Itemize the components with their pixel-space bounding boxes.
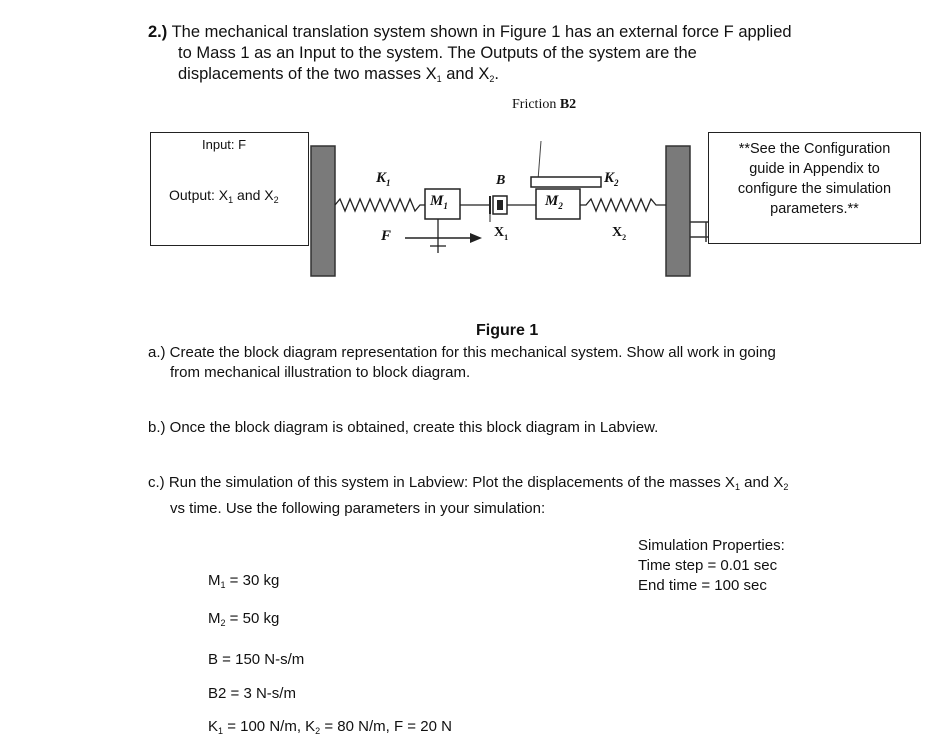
sim-title: Simulation Properties:	[638, 537, 785, 554]
problem-text-1: The mechanical translation system shown in Figure 1 has an external force F applied	[171, 23, 792, 41]
m1-label	[430, 193, 448, 211]
param-m2	[208, 610, 279, 627]
part-b-line-1: b.) Once the block diagram is obtained, create this block diagram in Labview.	[148, 419, 659, 436]
input-label: Input: F	[202, 137, 247, 152]
m1-letter: M	[430, 193, 444, 209]
param-m2-sub: 2	[220, 618, 226, 628]
param-k1-sub: 1	[218, 726, 224, 736]
k2-letter: K	[604, 170, 615, 186]
k1-letter: K	[376, 170, 387, 186]
param-m1-value: = 30 kg	[225, 572, 280, 589]
part-a-line-2: from mechanical illustration to block diagram.	[170, 364, 471, 381]
sim-time-step: Time step = 0.01 sec	[638, 557, 778, 574]
f-label: F	[381, 228, 392, 244]
part-c-line-1	[148, 474, 788, 491]
x2-label	[612, 225, 626, 242]
note-line-3: configure the simulation	[737, 181, 892, 197]
output-and: and X	[233, 187, 274, 203]
right-wall	[666, 146, 690, 276]
problem-text-3-end: .	[494, 65, 499, 83]
k2-label	[604, 170, 619, 188]
part-a-line-1: a.) Create the block diagram representation for this mechanical system. Show all work in going	[148, 344, 776, 361]
b-label: B	[496, 173, 506, 188]
friction-var: B2	[559, 97, 577, 112]
m1-sub: 1	[443, 201, 448, 211]
param-b2: B2 = 3 N-s/m	[208, 685, 296, 702]
note-line-2: guide in Appendix to	[749, 161, 880, 177]
output-sub-2: 2	[273, 195, 279, 205]
friction-text: Friction	[512, 97, 560, 112]
part-c-and: and X	[739, 474, 784, 491]
param-m2-name: M	[208, 610, 221, 627]
figure-caption: Figure 1	[476, 322, 539, 339]
param-m2-value: = 50 kg	[225, 610, 280, 627]
param-m1-name: M	[208, 572, 221, 589]
part-c-sub-2: 2	[783, 482, 789, 492]
part-c-text: c.) Run the simulation of this system in Labview: Plot the displacements of the masses X	[148, 474, 735, 491]
x1-label	[494, 225, 508, 242]
problem-text-2: to Mass 1 as an Input to the system. The Outputs of the system are the	[178, 44, 697, 62]
k2-sub: 2	[614, 178, 619, 188]
m2-sub: 2	[558, 201, 563, 211]
param-k2-sub: 2	[315, 726, 321, 736]
problem-text-3-and: and X	[441, 65, 490, 83]
param-b: B = 150 N-s/m	[208, 651, 305, 668]
m2-label	[545, 193, 563, 211]
x2-letter: X	[612, 225, 623, 240]
x1-sub: 1	[504, 232, 509, 242]
x1-letter: X	[494, 225, 505, 240]
problem-text-3: displacements of the two masses X	[178, 65, 437, 83]
k1-sub: 1	[386, 178, 391, 188]
param-m1	[208, 572, 279, 589]
x1-subscript: 1	[436, 74, 442, 84]
x2-sub: 2	[622, 232, 627, 242]
mechanical-diagram	[0, 0, 939, 320]
x2-subscript: 2	[489, 74, 495, 84]
problem-number: 2.)	[148, 23, 168, 41]
note-line-1: **See the Configuration	[738, 141, 891, 157]
part-c-line-2: vs time. Use the following parameters in your simulation:	[170, 500, 546, 517]
sim-end-time: End time = 100 sec	[638, 577, 767, 594]
k1-label	[376, 170, 391, 188]
param-m1-sub: 1	[220, 580, 226, 590]
param-k2-value: = 80 N/m, F = 20 N	[320, 718, 452, 735]
part-c-sub-1: 1	[734, 482, 740, 492]
m2-letter: M	[545, 193, 559, 209]
param-k2-name: K	[305, 718, 316, 735]
note-line-4: parameters.**	[770, 201, 859, 217]
param-k1-value: = 100 N/m,	[223, 718, 306, 735]
output-text: Output: X	[169, 187, 229, 203]
spring-k2	[580, 199, 666, 211]
param-k1-name: K	[208, 718, 219, 735]
left-wall	[311, 146, 335, 276]
output-sub-1: 1	[228, 195, 234, 205]
spring-k1	[335, 199, 425, 211]
friction-plate	[531, 177, 601, 187]
param-k	[208, 718, 452, 735]
